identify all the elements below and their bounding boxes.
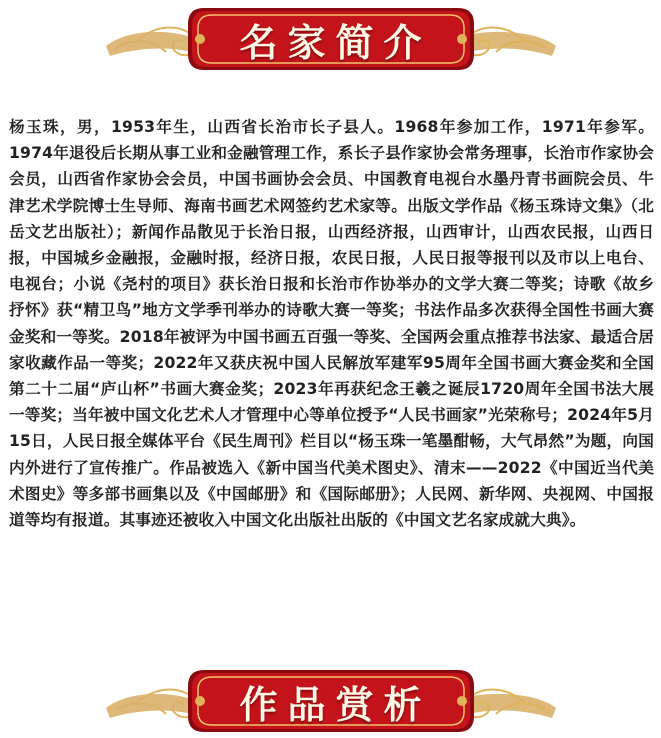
artist-biography: 杨玉珠，男，1953年生，山西省长治市长子县人。1968年参加工作，1971年参军。1974年退役后长期从事工业和金融管理工作，系长子县作家协会常务理事，长治市作家协会会员，山西省作家协会会员，中国书画协会会员、中国教育电视台水墨丹青书画院会员、牛津艺术学院博士生导师、海南书画艺术网签约艺术家等。出版文学作品《杨玉珠诗文集》（北岳文艺出版社）；新闻作品散见于长治日报，山西经济报，山西审计，山西农民报，山西日报，中国城乡金融报，金融时报，经济日报，农民日报，人民日报等报刊以及市以上电台、电视台；小说《尧村的项目》获长治日报和长治市作协举办的文学大赛二等奖；诗歌《故乡抒怀》获“精卫鸟”地方文学季刊举办的诗歌大赛一等奖；书法作品多次获得全国性书画大赛金奖和一等奖。2018年被评为中国书画五百强一等奖、全国两会重点推荐书法家、最适合居家收藏作品一等奖；2022年又获庆祝中国人民解放军建军95周年全国书画大赛金奖和全国第二十二届“庐山杯”书画大赛金奖；2023年再获纪念王羲之诞辰1720周年全国书法大展一等奖；当年被中国文化艺术人才管理中心等单位授予“人民书画家”光荣称号；2024年5月15日，人民日报全媒体平台《民生周刊》栏目以“杨玉珠一笔墨酣畅，大气昂然”为题，向国内外进行了宣传推广。作品被选入《新中国当代美术图史》、清末——2022《中国近当代美术图史》等多部书画集以及《中国邮册》和《国际邮册》；人民网、新华网、央视网、中国报道等均有报道。其事迹还被收入中国文化出版社出版的《中国文艺名家成就大典》。: [9, 118, 654, 530]
section-title: 作品赏析: [239, 681, 432, 727]
section-banner-works: [96, 664, 566, 738]
section-title: 名家简介: [239, 19, 432, 65]
section-banner-intro: [96, 2, 566, 76]
